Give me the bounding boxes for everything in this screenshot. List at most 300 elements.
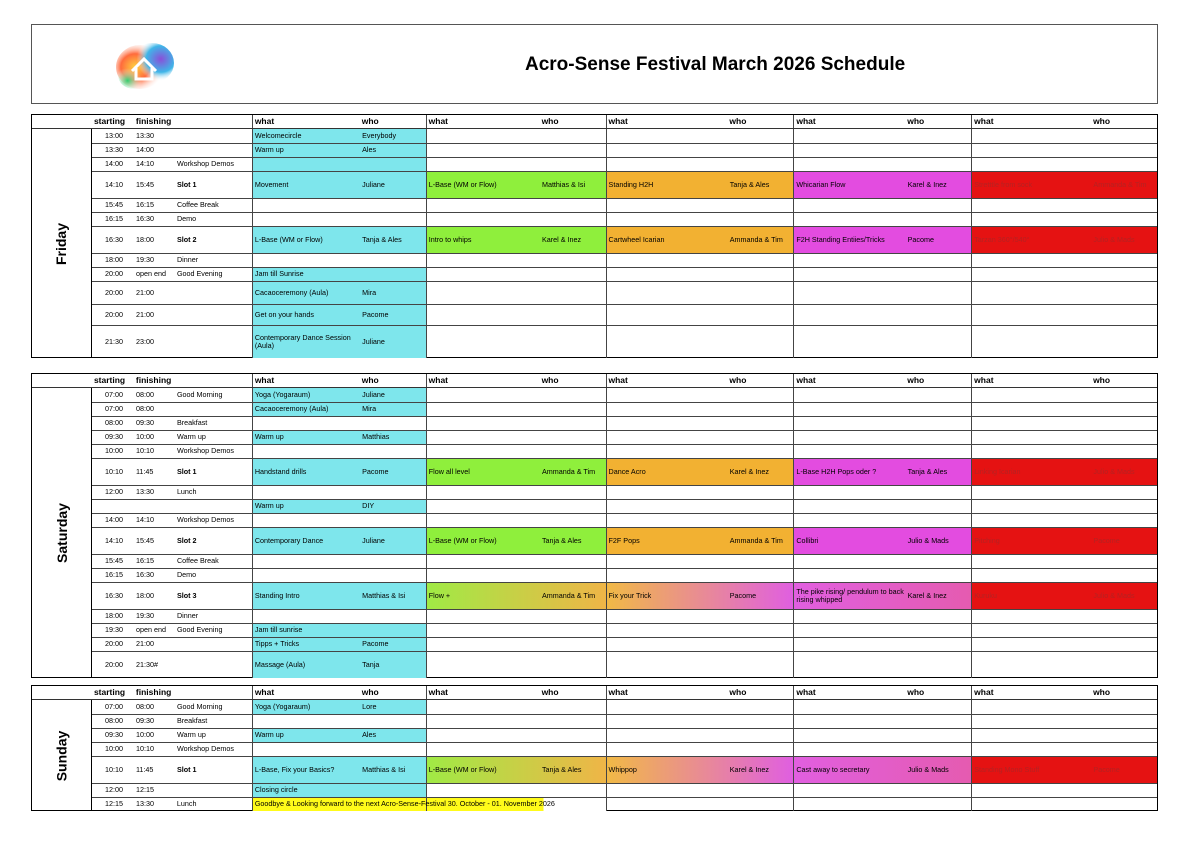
schedule-row [92,171,1157,198]
day-label [32,129,92,358]
end-time: 15:45 [135,179,154,189]
header-who: who [907,116,925,126]
workshop-cell [793,305,971,325]
workshop-cell [252,700,426,714]
workshop-instructor: Julio & Mads [1093,590,1135,600]
workshop-cell [606,431,794,444]
workshop-cell [971,199,1157,212]
workshop-title: Warm up [254,730,284,740]
workshop-cell [971,227,1157,253]
schedule-row [92,444,1157,458]
workshop-title: F2H Standing Entiies/Tricks [796,234,885,244]
start-time: 18:00 [104,255,123,265]
workshop-cell [426,729,606,742]
workshop-title: Massage (Aula) [254,659,306,669]
header-what: what [971,115,1091,128]
schedule-row [92,756,1157,783]
workshop-cell [793,144,971,157]
start-time: 13:00 [104,130,123,140]
workshop-instructor: Pacome [362,466,389,476]
row-label [175,652,252,678]
header-who: who [541,375,559,385]
schedule-row [92,129,1157,143]
workshop-instructor: Pacome [362,309,389,319]
workshop-cell [606,486,794,499]
schedule-row [92,651,1157,678]
schedule-row [92,198,1157,212]
header-who: who [1093,375,1111,385]
row-label: Workshop Demos [176,744,234,754]
workshop-cell [606,172,794,198]
start-time: 20:00 [104,309,123,319]
workshop-cell [971,700,1157,714]
schedule-row [92,402,1157,416]
workshop-cell [606,158,794,171]
start-time: 10:10 [104,466,123,476]
row-label: Slot 1 [176,764,197,774]
end-time: 10:00 [135,432,154,442]
workshop-cell [252,729,426,742]
workshop-cell [252,500,426,513]
workshop-cell [426,514,606,527]
start-time: 20:00 [104,269,123,279]
workshop-cell [606,798,794,811]
workshop-cell [426,624,606,637]
workshop-cell [793,729,971,742]
workshop-title: Cacaoceremony (Aula) [254,404,329,414]
workshop-cell [426,388,606,402]
end-time: 08:00 [135,701,154,711]
workshop-cell [971,514,1157,527]
day-name: Friday [53,222,70,265]
workshop-cell [606,757,794,783]
start-time: 14:00 [104,515,123,525]
workshop-cell [252,798,555,811]
workshop-title: Flow + [428,590,451,600]
row-label [175,326,252,358]
end-time: 10:00 [135,730,154,740]
workshop-title: Flow all level [428,466,470,476]
workshop-title: Intro to whips [428,234,472,244]
row-label: Workshop Demos [176,515,234,525]
workshop-title: Whippop [608,764,637,774]
workshop-cell [426,638,606,651]
workshop-cell [606,652,794,678]
workshop-cell [971,144,1157,157]
workshop-cell [793,555,971,568]
workshop-cell [606,500,794,513]
workshop-cell [426,227,606,253]
start-time: 16:15 [104,214,123,224]
workshop-cell [793,486,971,499]
workshop-cell [426,743,606,756]
schedule-row [92,388,1157,402]
schedule-row [92,637,1157,651]
workshop-cell [426,555,606,568]
workshop-title: The pike rising/ pendulum to back rising whipped [796,586,904,604]
end-time: 08:00 [135,404,154,414]
end-time: 16:15 [135,200,154,210]
workshop-cell [252,652,426,678]
header-what: what [793,374,905,387]
start-time: 16:30 [104,234,123,244]
workshop-cell [252,417,426,430]
workshop-cell [793,700,971,714]
workshop-title: Jam till Sunrise [254,269,304,279]
workshop-cell [971,583,1157,609]
workshop-cell [606,326,794,358]
workshop-cell [252,282,426,304]
end-time: 13:30 [135,799,154,809]
workshop-cell [426,500,606,513]
workshop-cell [606,624,794,637]
end-time: 16:30 [135,214,154,224]
workshop-title: Closing circle [254,785,298,795]
workshop-cell [793,282,971,304]
workshop-title: Movement [254,179,289,189]
workshop-cell [971,388,1157,402]
workshop-title: Contemporary Dance [254,535,324,545]
start-time: 20:00 [104,639,123,649]
workshop-cell [971,282,1157,304]
workshop-cell [606,715,794,728]
schedule-row [92,430,1157,444]
end-time: 11:45 [135,466,154,476]
workshop-cell [606,388,794,402]
header-who: who [729,375,747,385]
start-time: 14:00 [104,159,123,169]
workshop-cell [606,743,794,756]
workshop-cell [606,254,794,267]
workshop-cell [971,555,1157,568]
workshop-cell [971,757,1157,783]
start-time: 10:10 [104,764,123,774]
workshop-cell [606,227,794,253]
header-row [32,374,1157,388]
end-time: 13:30 [135,130,154,140]
workshop-cell [971,326,1157,358]
workshop-instructor: Ammanda & Tim [1093,179,1147,189]
header-starting: starting [93,116,126,126]
workshop-instructor: DIY [362,501,375,511]
header-who: who [361,375,379,385]
schedule-row [92,143,1157,157]
workshop-title: Standing H2H [608,179,654,189]
row-label: Demo [176,214,197,224]
row-label [175,129,252,143]
workshop-cell [793,254,971,267]
end-time: 08:00 [135,389,154,399]
row-label: Dinner [176,611,199,621]
schedule-row [92,458,1157,485]
start-time: 16:30 [104,590,123,600]
workshop-cell [793,610,971,623]
start-time: 19:30 [104,625,123,635]
row-label: Slot 1 [176,466,197,476]
workshop-cell [971,715,1157,728]
workshop-title: Pitching [974,535,1000,545]
schedule-row [92,783,1157,797]
row-label: Slot 1 [176,179,197,189]
row-label: Dinner [176,255,199,265]
schedule-row [92,157,1157,171]
workshop-cell [606,528,794,554]
start-time: 20:00 [104,659,123,669]
day-name: Saturday [53,503,70,563]
schedule-row [92,304,1157,325]
workshop-instructor: Matthias & Isi [541,179,586,189]
workshop-instructor [360,784,426,797]
workshop-cell [606,514,794,527]
workshop-cell [606,282,794,304]
workshop-cell [252,268,426,281]
workshop-title: Cacaoceremony (Aula) [254,287,329,297]
row-label: Warm up [176,432,206,442]
schedule-row [92,609,1157,623]
workshop-cell [426,268,606,281]
workshop-cell [426,129,606,143]
header-what: what [606,686,728,699]
workshop-instructor: Ales [362,145,377,155]
workshop-cell [252,326,426,358]
end-time: 11:45 [135,764,154,774]
workshop-title: Standing Mono Stuff [974,764,1040,774]
row-label: Warm up [176,730,206,740]
schedule-row [92,742,1157,756]
workshop-cell [252,144,426,157]
workshop-cell [426,569,606,582]
workshop-instructor: Mira [362,287,377,297]
workshop-cell [971,158,1157,171]
start-time: 14:10 [104,179,123,189]
end-time: 14:10 [135,515,154,525]
workshop-cell [426,757,606,783]
start-time: 18:00 [104,611,123,621]
workshop-cell [606,459,794,485]
workshop-cell [971,431,1157,444]
schedule-row [92,212,1157,226]
header-day-spacer [32,374,92,387]
workshop-cell [426,282,606,304]
row-label: Breakfast [176,716,208,726]
workshop-instructor: Julio & Mads [1093,466,1135,476]
workshop-cell [971,417,1157,430]
workshop-title: Cartwheel Icarian [608,234,665,244]
workshop-title: Jam till sunrise [254,625,303,635]
row-label [175,144,252,157]
header-who: who [729,116,747,126]
workshop-cell [606,213,794,226]
start-time: 09:30 [104,730,123,740]
workshop-title [253,158,360,171]
workshop-cell [971,784,1157,797]
workshop-cell [252,158,426,171]
header-what: what [252,115,360,128]
workshop-cell [793,172,971,198]
workshop-title: Cast away to secretary [796,764,870,774]
workshop-title: L-Base (WM or Flow) [428,764,497,774]
header-what: what [252,374,360,387]
workshop-instructor: Tanja [362,659,380,669]
workshop-cell [793,158,971,171]
workshop-cell [971,729,1157,742]
workshop-title: Get on your hands [254,309,314,319]
workshop-instructor: Tanja & Ales [541,535,582,545]
workshop-cell [606,555,794,568]
workshop-cell [426,583,606,609]
start-time: 07:00 [104,389,123,399]
header-who: who [541,116,559,126]
workshop-instructor: Tanja & Ales [907,466,948,476]
schedule-row [92,267,1157,281]
header-finishing: finishing [135,687,172,697]
start-time: 12:00 [104,785,123,795]
workshop-cell [793,129,971,143]
workshop-cell [793,624,971,637]
workshop-cell [426,431,606,444]
header-who: who [729,687,747,697]
workshop-cell [252,227,426,253]
workshop-title: Linking Icarian [974,466,1021,476]
workshop-instructor: Ales [362,730,377,740]
schedule-row [92,499,1157,513]
start-time: 07:00 [104,404,123,414]
start-time: 10:00 [104,446,123,456]
end-time: 10:10 [135,744,154,754]
workshop-cell [426,417,606,430]
workshop-instructor [360,624,426,637]
header-starting: starting [93,375,126,385]
schedule-row [92,527,1157,554]
row-label [175,403,252,416]
workshop-cell [793,743,971,756]
workshop-cell [971,459,1157,485]
workshop-cell [606,638,794,651]
workshop-instructor: Juliane [362,389,385,399]
end-time: 21:30# [135,659,158,669]
workshop-cell [606,784,794,797]
workshop-instructor: Pacome [907,234,934,244]
row-label [175,282,252,304]
workshop-instructor: Matthias & Isi [362,590,406,600]
workshop-title: L-Base (WM or Flow) [428,179,497,189]
workshop-cell [793,715,971,728]
workshop-cell [793,638,971,651]
row-label: Slot 2 [176,535,197,545]
start-time: 08:00 [104,418,123,428]
header-finishing: finishing [135,116,172,126]
workshop-cell [426,144,606,157]
end-time: 18:00 [135,234,154,244]
header-what: what [426,115,540,128]
end-time: 15:45 [135,535,154,545]
workshop-instructor: Julio & Mads [907,535,949,545]
end-time: 21:00 [135,309,154,319]
end-time: 13:30 [135,487,154,497]
workshop-cell [606,569,794,582]
row-label: Breakfast [176,418,208,428]
workshop-cell [252,624,426,637]
row-label: Good Evening [176,625,223,635]
festival-logo-icon [112,37,176,93]
end-time: 14:10 [135,159,154,169]
workshop-cell [252,403,426,416]
workshop-cell [252,199,426,212]
workshop-cell [971,624,1157,637]
row-label: Coffee Break [176,200,219,210]
workshop-cell [793,199,971,212]
workshop-instructor: Julio & Mads [907,764,949,774]
workshop-cell [793,583,971,609]
start-time: 20:00 [104,287,123,297]
workshop-cell [252,784,426,797]
end-time: 18:00 [135,590,154,600]
workshop-instructor: Ammanda & Tim [541,590,596,600]
workshop-cell [252,610,426,623]
day-block-saturday [31,373,1158,678]
workshop-title: Kuruku [974,590,997,600]
day-block-friday [31,114,1158,358]
workshop-cell [426,784,606,797]
row-label: Slot 3 [176,590,197,600]
header-row [32,115,1157,129]
workshop-cell [971,486,1157,499]
start-time: 15:45 [104,200,123,210]
workshop-title: Warm up [254,432,284,442]
workshop-cell [426,305,606,325]
workshop-cell [793,417,971,430]
end-time: 16:15 [135,556,154,566]
day-body [92,388,1157,678]
start-time: 08:00 [104,716,123,726]
schedule-row [92,325,1157,358]
row-label: Workshop Demos [176,446,234,456]
end-time: 21:00 [135,287,154,297]
workshop-cell [252,528,426,554]
workshop-cell [793,514,971,527]
start-time [92,500,134,513]
workshop-instructor: Tanja & Ales [541,764,582,774]
day-label [32,388,92,678]
schedule-row [92,728,1157,742]
workshop-cell [971,445,1157,458]
header-what: what [606,374,728,387]
day-name: Sunday [53,730,70,781]
day-body [92,129,1157,358]
workshop-cell [606,305,794,325]
workshop-instructor: Ammanda & Tim [729,535,783,545]
schedule-row [92,513,1157,527]
workshop-cell [793,431,971,444]
workshop-instructor: Pacome [729,590,757,600]
workshop-title: Contemporary Dance Session (Aula) [254,332,351,350]
header-what: what [426,686,540,699]
schedule-row [92,226,1157,253]
workshop-cell [606,445,794,458]
workshop-title: Tarzan 360°/540° [974,234,1030,244]
start-time: 12:00 [104,487,123,497]
start-time: 10:00 [104,744,123,754]
row-label: Workshop Demos [176,159,234,169]
schedule-row [92,797,1157,811]
workshop-instructor: Lore [362,701,377,711]
workshop-cell [252,638,426,651]
workshop-cell [252,555,426,568]
header-who: who [1093,116,1111,126]
workshop-cell [252,459,426,485]
header-what: what [971,686,1091,699]
workshop-instructor: Matthias & Isi [362,764,406,774]
